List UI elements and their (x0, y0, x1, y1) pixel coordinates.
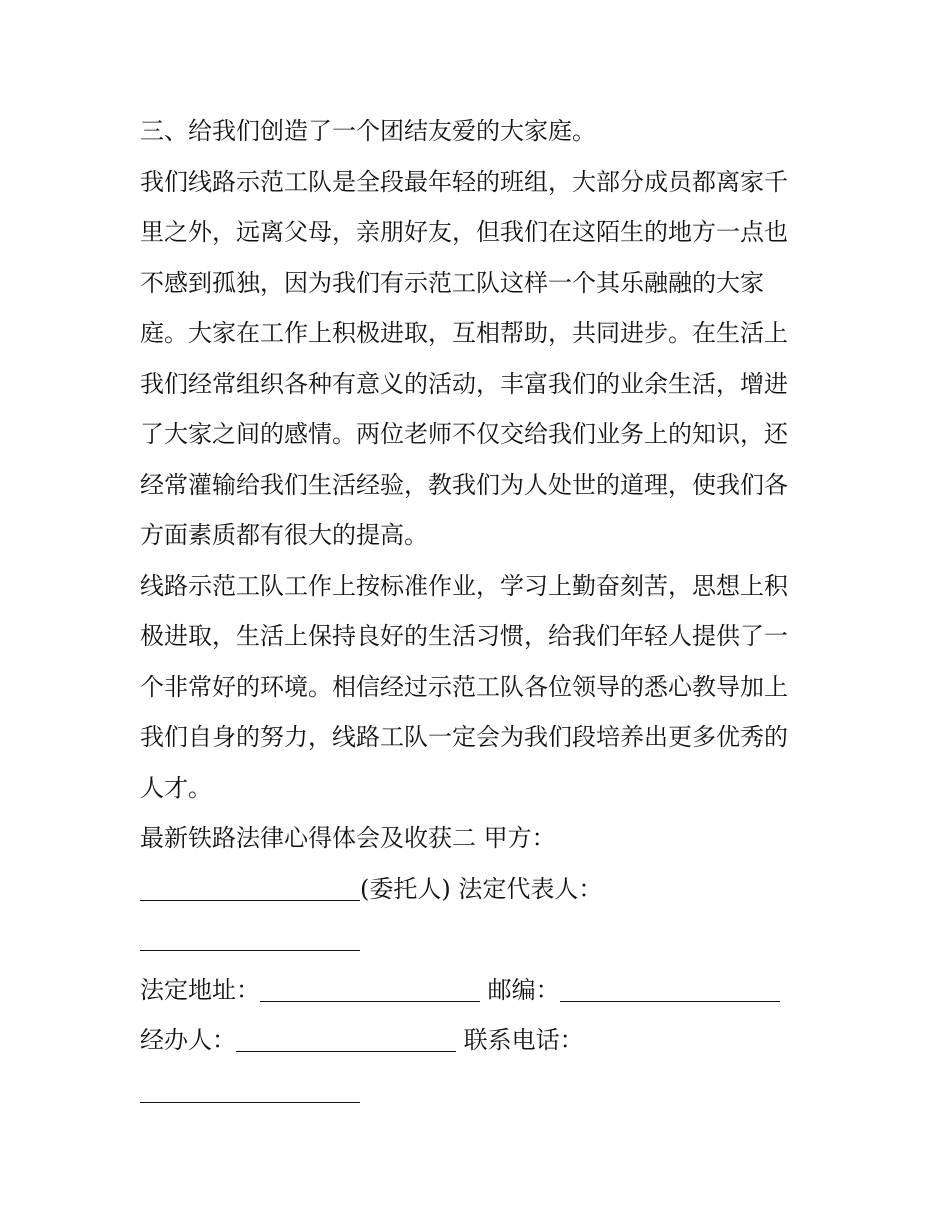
paragraph-line: 了大家之间的感情。两位老师不仅交给我们业务上的知识，还 (140, 420, 788, 448)
paragraph-line: 里之外，远离父母，亲朋好友，但我们在这陌生的地方一点也 (140, 218, 788, 246)
paragraph-line: 人才。 (140, 773, 212, 802)
client-label: (委托人) 法定代表人： (360, 874, 603, 903)
paragraph-team-family (140, 157, 820, 561)
representative-row (140, 914, 820, 965)
section-heading: 三、给我们创造了一个团结友爱的大家庭。 (140, 117, 596, 145)
handler-row (140, 1015, 820, 1066)
handler-label: 经办人： (140, 1026, 236, 1054)
paragraph-line: 经常灌输给我们生活经验，教我们为人处世的道理，使我们各 (140, 470, 788, 499)
paragraph-line: 不感到孤独，因为我们有示范工队这样一个其乐融融的大家 (140, 268, 764, 297)
paragraph-line: 我们自身的努力，线路工队一定会为我们段培养出更多优秀的 (140, 723, 788, 751)
address-blank[interactable] (260, 971, 480, 1002)
paragraph-line: 线路示范工队工作上按标准作业，学习上勤奋刻苦，思想上积 (140, 571, 788, 600)
client-name-blank[interactable] (140, 870, 360, 901)
postcode-blank[interactable] (560, 971, 780, 1002)
address-row (140, 965, 820, 1016)
paragraph-line: 个非常好的环境。相信经过示范工队各位领导的悉心教导加上 (140, 672, 788, 701)
phone-blank[interactable] (140, 1072, 360, 1103)
phone-row (140, 1066, 820, 1117)
client-row (140, 864, 820, 915)
paragraph-line: 庭。大家在工作上积极进取，互相帮助，共同进步。在生活上 (140, 319, 788, 347)
paragraph-team-environment (140, 561, 820, 814)
paragraph-line: 极进取，生活上保持良好的生活习惯，给我们年轻人提供了一 (140, 622, 788, 650)
phone-label: 联系电话： (463, 1026, 584, 1054)
contract-title: 最新铁路法律心得体会及收获二 甲方： (140, 824, 556, 852)
paragraph-line: 方面素质都有很大的提高。 (140, 521, 428, 549)
representative-blank[interactable] (140, 920, 360, 951)
handler-blank[interactable] (236, 1021, 456, 1052)
document-body (140, 106, 820, 1116)
postcode-label: 邮编： (487, 975, 560, 1004)
paragraph-line: 我们经常组织各种有意义的活动，丰富我们的业余生活，增进 (140, 369, 788, 398)
address-label: 法定地址： (140, 975, 260, 1004)
paragraph-line: 我们线路示范工队是全段最年轻的班组，大部分成员都离家千 (140, 167, 788, 196)
